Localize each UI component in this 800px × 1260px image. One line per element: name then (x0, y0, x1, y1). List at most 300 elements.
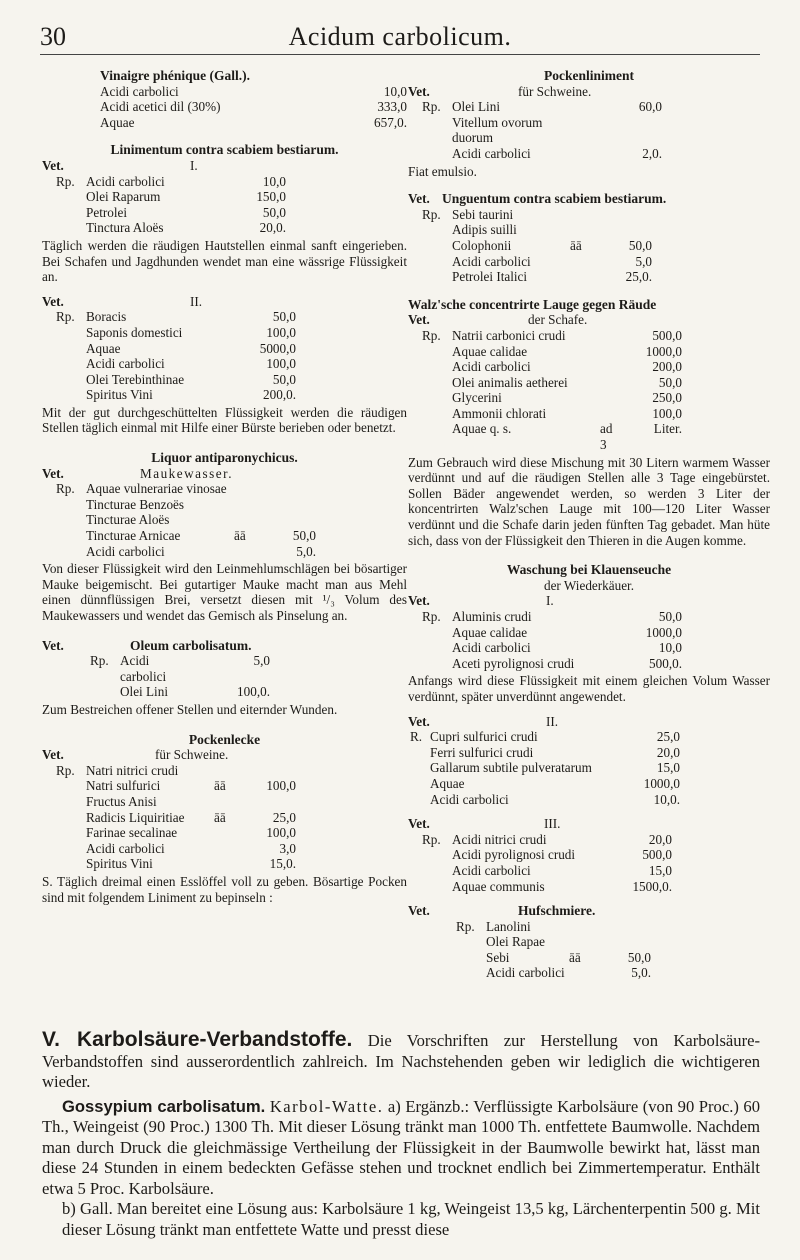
page-number: 30 (40, 22, 66, 51)
ingredient-aa (598, 729, 620, 745)
ingredient-list (86, 309, 296, 403)
ingredient-amount: 1500,0. (632, 878, 672, 894)
ingredient-name: Acidi carbolici (86, 543, 165, 559)
ingredient-aa (214, 372, 236, 388)
ingredient-row (452, 390, 682, 406)
ingredient-aa (204, 205, 226, 221)
left-column (42, 68, 407, 914)
ingredient-list (452, 832, 672, 894)
ingredient-amount: 5,0 (635, 253, 652, 269)
ingredient-row (452, 344, 682, 360)
ingredient-row (452, 254, 652, 270)
ingredient-row (86, 220, 286, 236)
ingredient-name: Acidi acetici dil (30%) (100, 99, 221, 115)
recipe-text: Täglich werden die räudigen Hautstellen einmal sanft eingerieben. Bei Schafen und Jagdhunden wendet man eine wässrige Flüssigkeit an. (42, 237, 407, 285)
ingredient-aa (598, 792, 620, 808)
ingredient-name: Aquae communis (452, 878, 545, 894)
ingredient-name: Fructus Anisi (86, 793, 157, 809)
rp-label: Rp. (56, 762, 75, 778)
ingredient-row (100, 84, 407, 100)
ingredient-row (86, 512, 316, 528)
ingredient-aa (234, 481, 256, 497)
ingredient-amount: 100,0 (266, 324, 296, 340)
ingredient-name: Cupri sulfurici crudi (430, 729, 538, 745)
ingredient-amount: 25,0. (625, 269, 652, 285)
recipe-text: Von dieser Flüssigkeit wird den Leinmehlumschlägen bei bösartiger Mauke beigemischt. Bei gutartiger Mauke macht man aus Mehl einen dünnflüssigen Brei, versetzt diesen mit ¹/₃ Volum des Maukewassers und wendet das Gemisch als Pinselung an. (42, 561, 407, 623)
ingredient-aa (214, 325, 236, 341)
ingredient-row (452, 406, 682, 422)
rp-label: Rp. (422, 99, 441, 115)
ingredient-amount: 500,0 (642, 847, 672, 863)
ingredient-row (452, 879, 672, 895)
ingredient-row (120, 684, 270, 700)
ingredient-name: Ammonii chlorati (452, 405, 547, 421)
recipe-linimentum-2 (42, 294, 407, 436)
ingredient-amount (592, 222, 652, 238)
ingredient-row (452, 656, 682, 672)
ingredient-row (86, 778, 296, 794)
recipe-title: Oleum carbolisatum. (130, 637, 252, 653)
recipe-vinaigre (42, 68, 407, 130)
ingredient-amount: 25,0 (272, 809, 296, 825)
ingredient-amount: 15,0 (656, 760, 680, 776)
ingredient-amount: 50,0 (292, 528, 316, 544)
ingredient-row (452, 421, 682, 452)
ingredient-amount: 150,0 (256, 189, 286, 205)
ingredient-amount: 10,0 (658, 640, 682, 656)
ingredient-amount: 100,0. (237, 684, 270, 700)
ingredient-row (452, 609, 682, 625)
ingredient-name: Glycerini (452, 390, 502, 406)
recipe-text: Zum Bestreichen offener Stellen und eiternder Wunden. (42, 701, 338, 717)
ingredient-name: Acidi carbolici (86, 173, 165, 189)
ingredient-row (430, 729, 680, 745)
ingredient-aa (580, 99, 602, 115)
ingredient-aa (214, 341, 236, 357)
ingredient-row (120, 653, 270, 684)
ingredient-name: Natri nitrici crudi (86, 762, 179, 778)
ingredient-amount (256, 497, 316, 513)
ingredient-name: Radicis Liquiritiae (86, 809, 185, 825)
recipe-numeral: II. (546, 713, 559, 729)
ingredient-amount: 5,0. (296, 543, 316, 559)
ingredient-name: Acidi carbolici (430, 791, 509, 807)
vet-label: Vet. (408, 816, 430, 832)
ingredient-amount (591, 919, 651, 935)
ingredient-aa (600, 609, 622, 625)
ingredient-row (430, 776, 680, 792)
ingredient-name: Boracis (86, 309, 127, 325)
ingredient-aa (325, 99, 347, 115)
ingredient-row (86, 481, 316, 497)
ingredient-row (452, 359, 682, 375)
recipe-numeral: II. (190, 293, 203, 309)
ingredient-amount (236, 794, 296, 810)
recipe-numeral: I. (190, 157, 198, 173)
ingredient-name: Olei Raparum (86, 189, 161, 205)
gossypium-title: Gossypium carbolisatum. (62, 1096, 266, 1116)
recipe-hufschmiere (408, 903, 770, 981)
ingredient-list (86, 481, 316, 559)
ingredient-name: Sebi (486, 949, 510, 965)
ingredient-row (86, 356, 296, 372)
recipe-title: Pockenliniment (544, 68, 634, 83)
ingredient-row (452, 115, 662, 146)
ingredient-row (452, 328, 682, 344)
ingredient-aa (580, 146, 602, 162)
ingredient-aa (214, 841, 236, 857)
ingredient-amount (602, 115, 662, 146)
ingredient-name: Spiritus Vini (86, 387, 153, 403)
ingredient-name: Natrii carbonici crudi (452, 327, 566, 343)
ingredient-aa (325, 115, 347, 131)
ingredient-name: Lanolini (486, 918, 531, 934)
ingredient-row (486, 919, 651, 935)
rp-label: Rp. (56, 173, 75, 189)
ingredient-row (452, 625, 682, 641)
ingredient-row (86, 325, 296, 341)
ingredient-aa (234, 544, 256, 560)
recipe-text: Zum Gebrauch wird diese Mischung mit 30 Litern warmem Wasser verdünnt und auf die räudigen Stellen alle 3 Tage eingebürstet. Sollen Bäder angewendet werden, so werden 3 Liter der koncentrirten Walz'schen Lauge mit 100—120 Liter Wasser verdünnt und die Schafe darin jeden fünften Tag gebadet. Man hüte sich, dass von der Flüssigkeit den Thieren in die Augen komme. (408, 454, 770, 548)
running-title: Acidum carbolicum. (288, 22, 512, 51)
ingredient-list (86, 763, 296, 872)
ingredient-row (86, 309, 296, 325)
ingredient-name: Aluminis crudi (452, 609, 532, 624)
ingredient-aa (204, 189, 226, 205)
ingredient-row (486, 965, 651, 981)
ingredient-amount: 100,0 (266, 356, 296, 372)
ingredient-row (486, 934, 651, 950)
vet-label: Vet. (408, 593, 430, 609)
ingredient-row (452, 146, 662, 162)
ingredient-name: Acidi pyrolignosi crudi (452, 847, 576, 863)
ingredient-amount: 5,0. (631, 965, 651, 981)
ingredient-row (86, 825, 296, 841)
ingredient-amount: 100,0 (652, 405, 682, 421)
vet-label: Vet. (42, 293, 64, 309)
rp-label: R. (410, 729, 423, 745)
ingredient-aa (580, 115, 602, 146)
recipe-title: Vinaigre phénique (Gall.). (100, 68, 251, 83)
ingredient-row (452, 238, 652, 254)
ingredient-amount: 20,0. (259, 220, 286, 236)
ingredient-aa (600, 344, 622, 360)
ingredient-aa (600, 359, 622, 375)
ingredient-aa (598, 760, 620, 776)
ingredient-row (486, 950, 651, 966)
ingredient-aa (590, 832, 612, 848)
ingredient-name: Acidi carbolici (100, 83, 179, 99)
ingredient-aa (234, 497, 256, 513)
recipe-waschung (408, 562, 770, 704)
ingredient-amount: 10,0 (262, 173, 286, 189)
vet-label: Vet. (408, 713, 430, 729)
vet-label: Vet. (42, 157, 64, 173)
ingredient-name: Aceti pyrolignosi crudi (452, 655, 575, 671)
ingredient-row (86, 763, 296, 779)
ingredient-row (86, 497, 316, 513)
ingredient-name: Sebi taurini (452, 206, 514, 222)
ingredient-name: Adipis suilli (452, 222, 517, 238)
ingredient-row (452, 863, 672, 879)
ingredient-aa (325, 84, 347, 100)
ingredient-name: Acidi nitrici crudi (452, 831, 547, 847)
rp-label: Rp. (56, 481, 75, 497)
ingredient-row (452, 375, 682, 391)
ingredient-amount (592, 207, 652, 223)
ingredient-amount: 25,0 (656, 729, 680, 745)
ingredient-name: Olei animalis aetherei (452, 374, 568, 390)
recipe-linimentum (42, 142, 407, 284)
ingredient-name: Aquae q. s. (452, 421, 512, 437)
ingredient-name: Tinctura Aloës (86, 220, 164, 236)
ingredient-row (100, 115, 407, 131)
recipe-unguentum (408, 191, 770, 285)
recipe-subtitle: der Wiederkäuer. (543, 577, 635, 593)
ingredient-name: Aquae calidae (452, 343, 528, 359)
ingredient-aa: āā (214, 809, 226, 825)
ingredient-row (430, 792, 680, 808)
ingredient-aa (600, 640, 622, 656)
recipe-title: Waschung bei Klauenseuche (506, 562, 672, 578)
ingredient-name: Acidi carbolici (86, 356, 165, 372)
ingredient-name: Saponis domestici (86, 324, 183, 340)
right-column (408, 68, 770, 990)
ingredient-aa (570, 207, 592, 223)
ingredient-name: Aquae vulnerariae vinosae (86, 481, 227, 497)
section-verbandstoffe (42, 1030, 760, 1240)
ingredient-name: Colophonii (452, 237, 512, 253)
recipe-walz (408, 297, 770, 549)
ingredient-row (86, 841, 296, 857)
ingredient-amount: 200,0 (652, 359, 682, 375)
ingredient-name: Olei Terebinthinae (86, 371, 185, 387)
rp-label: Rp. (56, 309, 75, 325)
ingredient-row (86, 856, 296, 872)
ingredient-name: Acidi carbolici (86, 840, 165, 856)
ingredient-aa: āā (569, 949, 581, 965)
ingredient-amount: 100,0 (266, 825, 296, 841)
ingredient-aa (598, 776, 620, 792)
ingredient-amount: 20,0 (656, 744, 680, 760)
recipe-title: Walz'sche concentrirte Lauge gegen Räude (408, 296, 657, 312)
ingredient-name: Tincturae Aloës (86, 512, 170, 528)
ingredient-name: Aquae (430, 775, 465, 791)
ingredient-amount: 50,0 (272, 371, 296, 387)
ingredient-row (86, 387, 296, 403)
ingredient-amount: 60,0 (638, 99, 662, 115)
ingredient-aa: ad 3 (600, 421, 613, 453)
ingredient-amount: 20,0 (648, 831, 672, 847)
ingredient-aa (600, 328, 622, 344)
section-intro: Die Vorschriften zur Herstellung von Karbolsäure-Verbandstoffen sind ausserordentlich zahlreich. Im Nachstehenden geben wir lediglich die wichtigeren wieder. (42, 1031, 760, 1091)
vet-label: Vet. (42, 747, 64, 763)
ingredient-aa: āā (234, 528, 246, 544)
ingredient-amount: 3,0 (279, 840, 296, 856)
recipe-pockenliniment (408, 68, 770, 179)
ingredient-list (42, 84, 407, 131)
ingredient-amount: 500,0. (649, 655, 682, 671)
ingredient-aa (598, 745, 620, 761)
ingredient-row (452, 222, 652, 238)
ingredient-amount: 50,0 (272, 309, 296, 325)
rp-label: Rp. (90, 653, 109, 669)
recipe-title: Unguentum contra scabiem bestiarum. (442, 191, 667, 207)
ingredient-aa (214, 794, 236, 810)
ingredient-name: Acidi carbolici (452, 862, 531, 878)
ingredient-name: Aquae (86, 340, 121, 356)
ingredient-aa (569, 934, 591, 950)
ingredient-amount (256, 512, 316, 528)
ingredient-row (86, 544, 316, 560)
vet-label: Vet. (408, 191, 430, 207)
ingredient-amount: 15,0 (648, 862, 672, 878)
rp-label: Rp. (422, 831, 441, 847)
ingredient-amount: 2,0. (642, 145, 662, 161)
ingredient-list (452, 328, 682, 453)
vet-label: Vet. (408, 312, 430, 328)
ingredient-amount (236, 763, 296, 779)
recipe-numeral: I. (546, 593, 554, 609)
ingredient-row (86, 174, 286, 190)
recipe-title: Pockenlecke (188, 731, 261, 747)
ingredient-aa (214, 825, 236, 841)
ingredient-aa (569, 965, 591, 981)
ingredient-amount (256, 481, 316, 497)
ingredient-amount: 333,0 (377, 99, 407, 115)
ingredient-name: Olei Rapae (486, 934, 545, 950)
recipe-numeral: III. (544, 816, 561, 832)
ingredient-aa (234, 512, 256, 528)
ingredient-list (120, 653, 270, 700)
ingredient-list (86, 174, 286, 236)
ingredient-name: Petrolei Italici (452, 269, 528, 285)
ingredient-row (430, 745, 680, 761)
ingredient-list (486, 919, 651, 981)
ingredient-row (452, 640, 682, 656)
recipe-waschung-3 (408, 816, 770, 894)
ingredient-aa (600, 406, 622, 422)
ingredient-name: Acidi carbolici (452, 640, 531, 656)
ingredient-amount: 500,0 (652, 327, 682, 343)
ingredient-aa (600, 390, 622, 406)
ingredient-amount: 10,0 (383, 83, 407, 99)
ingredient-row (86, 372, 296, 388)
ingredient-name: Acidi carbolici (486, 965, 565, 981)
ingredient-name: Tincturae Benzoës (86, 496, 185, 512)
vet-label: Vet. (408, 903, 430, 919)
ingredient-row (86, 189, 286, 205)
ingredient-amount: 5000,0 (259, 340, 296, 356)
rp-label: Rp. (422, 327, 441, 343)
recipe-text: Anfangs wird diese Flüssigkeit mit einem gleichen Volum Wasser verdünnt, später unverdünnt angewendet. (408, 673, 770, 704)
ingredient-name: Petrolei (86, 204, 128, 220)
ingredient-row (452, 832, 672, 848)
ingredient-name: Vitellum ovorum duorum (452, 114, 543, 146)
ingredient-row (452, 99, 662, 115)
ingredient-aa (188, 684, 210, 700)
ingredient-amount: 250,0 (652, 390, 682, 406)
ingredient-row (86, 205, 286, 221)
ingredient-amount: 50,0 (627, 949, 651, 965)
ingredient-aa (214, 309, 236, 325)
ingredient-name: Acidi carbolici (452, 145, 531, 161)
ingredient-name: Olei Lini (120, 684, 168, 700)
ingredient-amount: 50,0 (658, 609, 682, 624)
ingredient-aa (204, 220, 226, 236)
ingredient-amount: 10,0. (653, 791, 680, 807)
ingredient-name: Acidi carbolici (452, 253, 531, 269)
ingredient-aa (570, 269, 592, 285)
vet-label: Vet. (408, 83, 430, 99)
recipe-liquor (42, 450, 407, 624)
recipe-subtitle: für Schweine. (155, 747, 229, 763)
gossypium-name: Karbol-Watte. (269, 1096, 384, 1116)
recipe-subtitle: für Schweine. (518, 83, 592, 99)
ingredient-aa (600, 625, 622, 641)
ingredient-row (100, 99, 407, 115)
ingredient-name: Olei Lini (452, 99, 500, 115)
ingredient-aa (570, 222, 592, 238)
gossypium-b: b) Gall. Man bereitet eine Lösung aus: Karbolsäure 1 kg, Weingeist 13,5 kg, Lärchenterpentin 500 g. Mit dieser Lösung tränkt man entfettete Watte und presst diese (62, 1199, 760, 1239)
ingredient-row (86, 528, 316, 544)
ingredient-amount: Liter. (653, 421, 682, 437)
ingredient-name: Acidi carbolici (452, 359, 531, 375)
recipe-title: Linimentum contra scabiem bestiarum. (110, 142, 339, 158)
recipe-pockenlecke (42, 732, 407, 906)
ingredient-aa: āā (214, 778, 226, 794)
page-header (40, 22, 760, 55)
ingredient-name: Farinae secalinae (86, 825, 178, 841)
ingredient-aa (204, 174, 226, 190)
ingredient-aa (590, 879, 612, 895)
ingredient-name: Ferri sulfurici crudi (430, 744, 534, 760)
ingredient-amount: 657,0. (374, 114, 407, 130)
section-heading: V. Karbolsäure-Verbandstoffe. (42, 1028, 353, 1051)
vet-label: Vet. (42, 637, 64, 653)
recipe-title: Hufschmiere. (518, 903, 596, 919)
ingredient-aa (214, 763, 236, 779)
ingredient-amount: 50,0 (628, 237, 652, 253)
ingredient-row (452, 847, 672, 863)
ingredient-amount (591, 934, 651, 950)
ingredient-aa (570, 254, 592, 270)
ingredient-aa (214, 856, 236, 872)
recipe-subtitle: der Schafe. (528, 312, 588, 328)
ingredient-name: Natri sulfurici (86, 778, 161, 794)
recipe-waschung-2 (408, 714, 770, 808)
ingredient-row (86, 794, 296, 810)
ingredient-name: Tincturae Arnicae (86, 528, 181, 544)
ingredient-amount: 1000,0 (645, 624, 682, 640)
ingredient-list (452, 99, 662, 161)
ingredient-aa (188, 653, 210, 684)
ingredient-amount: 1000,0 (645, 343, 682, 359)
ingredient-aa (590, 847, 612, 863)
ingredient-amount: 50,0 (658, 374, 682, 390)
ingredient-aa (590, 863, 612, 879)
ingredient-name: Acidi carbolici (120, 653, 167, 684)
ingredient-name: Spiritus Vini (86, 856, 153, 872)
rp-label: Rp. (422, 609, 441, 624)
ingredient-aa (214, 356, 236, 372)
recipe-text: Mit der gut durchgeschüttelten Flüssigkeit werden die räudigen Stellen täglich einmal mit Hilfe einer Bürste berieben oder benetzt. (42, 404, 407, 436)
ingredient-list (430, 729, 680, 807)
ingredient-amount: 200,0. (263, 387, 296, 403)
ingredient-amount: 1000,0 (643, 775, 680, 791)
ingredient-row (86, 341, 296, 357)
ingredient-name: Gallarum subtile pulveratarum (430, 760, 592, 776)
